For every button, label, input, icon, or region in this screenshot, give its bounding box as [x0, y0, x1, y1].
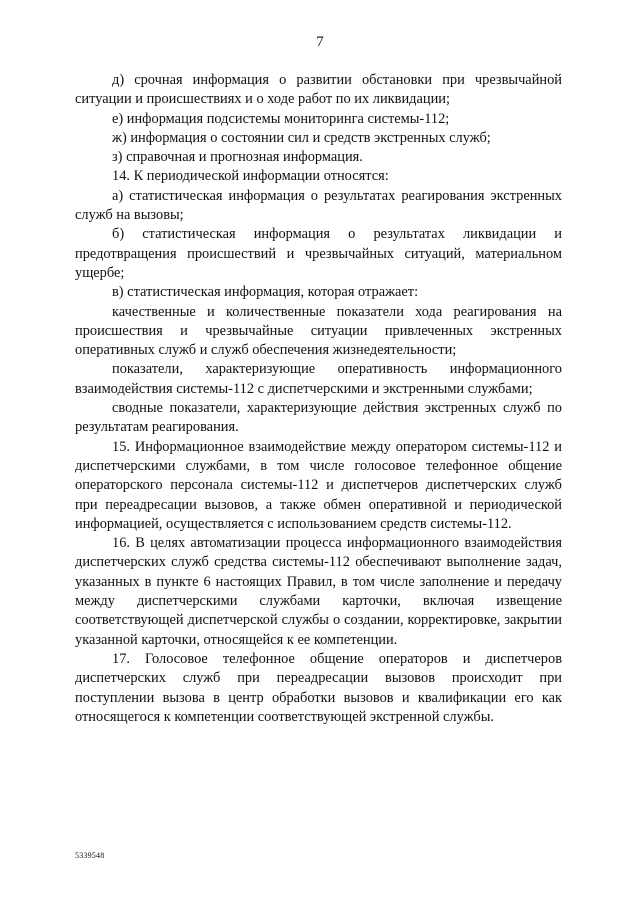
paragraph-14v: в) статистическая информация, которая отражает: — [112, 284, 419, 301]
paragraph-14-periodic-info: 14. К периодической информации относятся: — [112, 168, 389, 185]
paragraph-15: 15. Информационное взаимодействие между оператором системы-112 и диспетчерскими службами, в том числе голосовое телефонное общение операторского персонала системы-112 и диспетчеров диспетчерских служб при переадресации вызовов, а также обмен оперативной и периодической информацией, осуществляется с использованием средств системы-112. — [75, 438, 562, 532]
paragraph-indicators-summary: сводные показатели, характеризующие действия экстренных служб по результатам реагирования. — [75, 400, 562, 436]
document-body — [75, 71, 562, 727]
paragraph-d-urgent-info: д) срочная информация о развитии обстановки при чрезвычайной ситуации и происшествиях и о ходе работ по их ликвидации; — [75, 72, 562, 108]
paragraph-17: 17. Голосовое телефонное общение операторов и диспетчеров диспетчерских служб при переадресации вызовов происходит при поступлении вызова в центр обработки вызовов и квалификации его как относящегося к компетенции соответствующей экстренной службы. — [75, 650, 562, 725]
document-code: 5339548 — [75, 851, 105, 860]
page-number: 7 — [316, 34, 324, 50]
paragraph-indicators-quality: качественные и количественные показатели хода реагирования на происшествия и чрезвычайные ситуации привлеченных экстренных оперативных служб и служб обеспечения жизнедеятельности; — [75, 303, 562, 359]
paragraph-zh-forces-info: ж) информация о состоянии сил и средств экстренных служб; — [112, 129, 491, 146]
paragraph-14b: б) статистическая информация о результатах ликвидации и предотвращения происшествий и чрезвычайных ситуаций, материальном ущербе; — [75, 226, 562, 281]
paragraph-16: 16. В целях автоматизации процесса информационного взаимодействия диспетчерских служб средства системы-112 обеспечивают выполнение задач, указанных в пункте 6 настоящих Правил, в том числе заполнение и передачу между диспетчерскими службами карточки, включая извещение соответствующей диспетчерской службы о создании, корректировке, закрытии указанной карточки, относящейся к ее компетенции. — [75, 535, 562, 648]
paragraph-z-reference-info: з) справочная и прогнозная информация. — [112, 149, 363, 166]
paragraph-e-monitoring-info: е) информация подсистемы мониторинга системы-112; — [112, 110, 450, 127]
paragraph-indicators-efficiency: показатели, характеризующие оперативность информационного взаимодействия системы-112 с диспетчерскими и экстренными службами; — [75, 361, 562, 397]
paragraph-14a: а) статистическая информация о результатах реагирования экстренных служб на вызовы; — [75, 187, 562, 224]
